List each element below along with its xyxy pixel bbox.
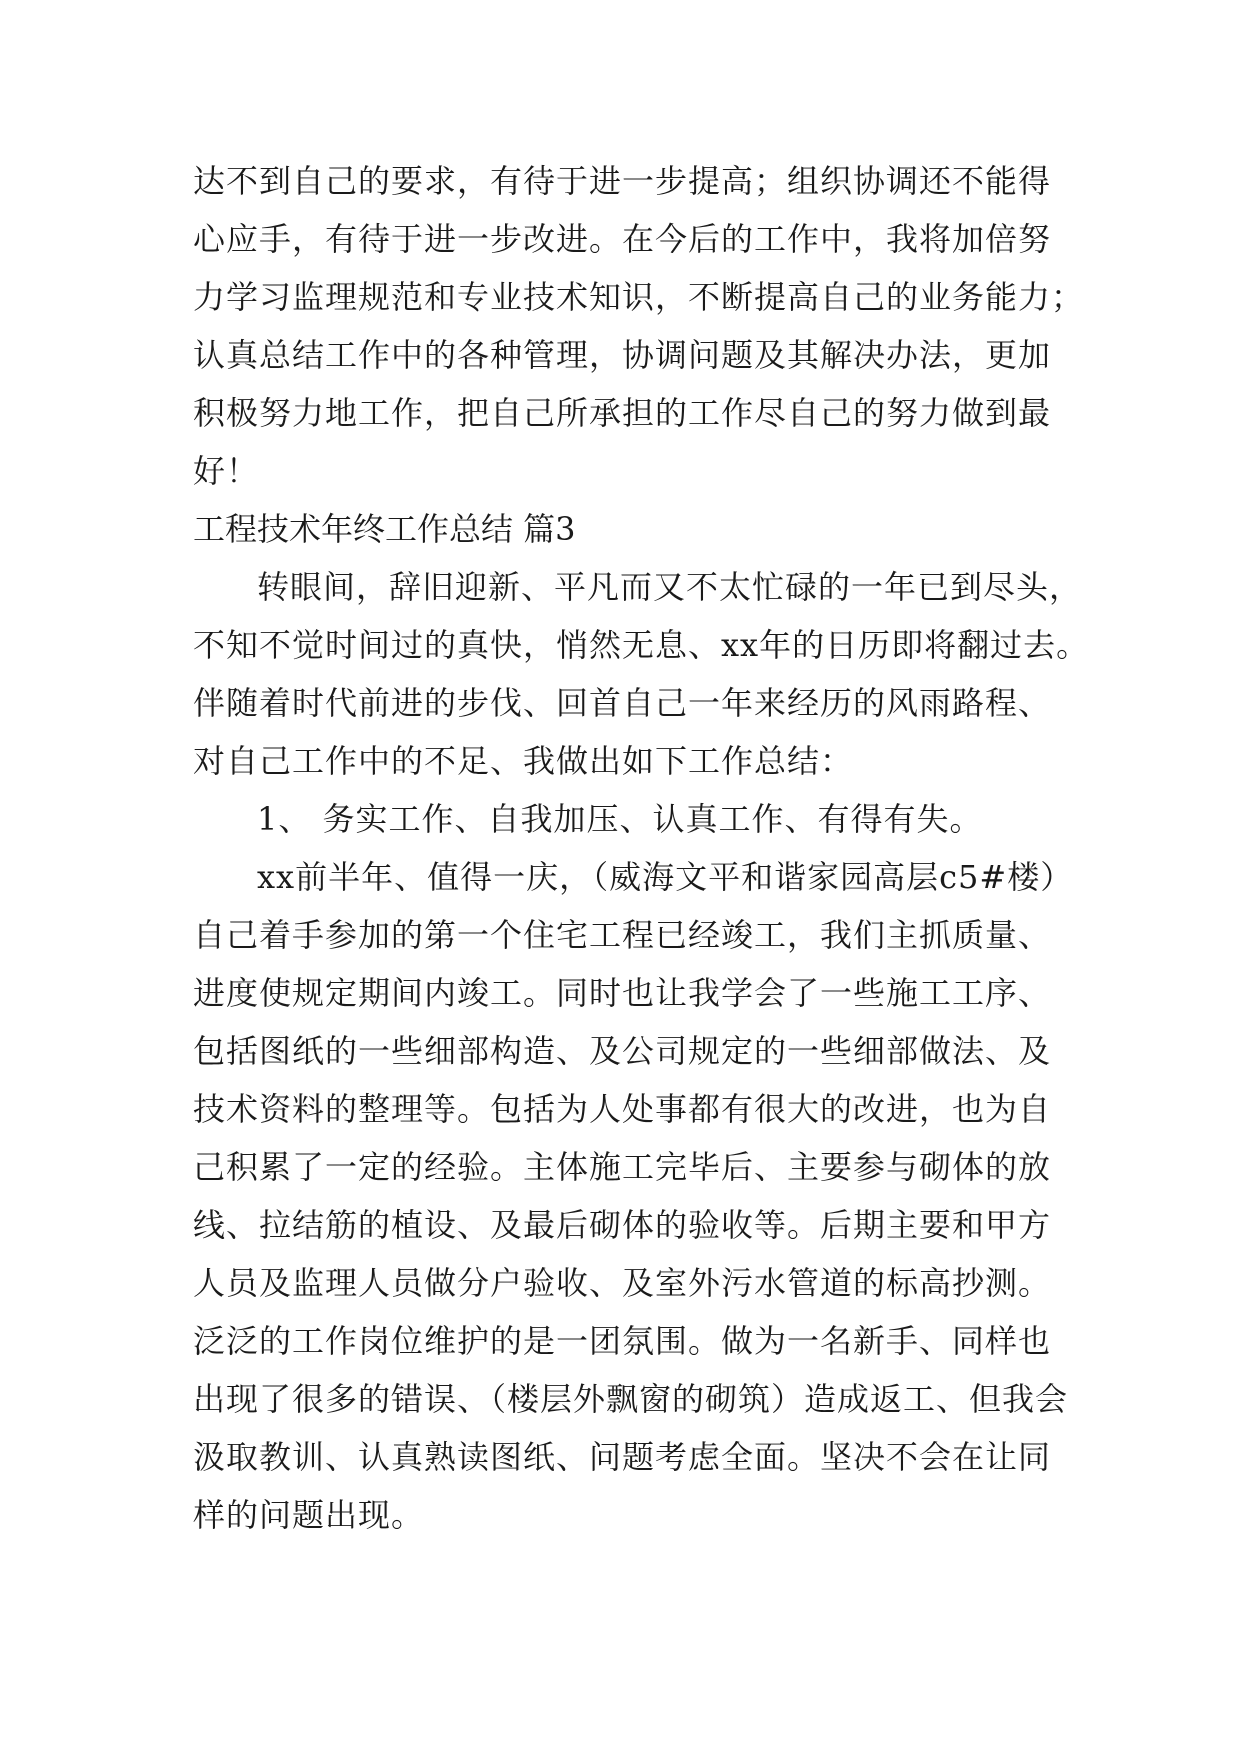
text-line: 自己着手参加的第一个住宅工程已经竣工，我们主抓质量、	[193, 916, 1052, 954]
text-line: 心应手，有待于进一步改进。在今后的工作中，我将加倍努	[193, 220, 1052, 258]
text-line: 汲取教训、认真熟读图纸、问题考虑全面。坚决不会在让同	[193, 1438, 1052, 1476]
text-line: 出现了很多的错误、（楼层外飘窗的砌筑）造成返工、但我会	[193, 1380, 1069, 1418]
text-line: 技术资料的整理等。包括为人处事都有很大的改进，也为自	[193, 1090, 1052, 1128]
text-line: 泛泛的工作岗位维护的是一团氛围。做为一名新手、同样也	[193, 1322, 1052, 1360]
text-line: 样的问题出现。	[193, 1496, 425, 1534]
text-line: 力学习监理规范和专业技术知识，不断提高自己的业务能力；	[193, 278, 1085, 316]
numbered-item: 1、 务实工作、自我加压、认真工作、有得有失。	[257, 800, 983, 838]
text-line: 己积累了一定的经验。主体施工完毕后、主要参与砌体的放	[193, 1148, 1052, 1186]
text-line: 积极努力地工作，把自己所承担的工作尽自己的努力做到最	[193, 394, 1052, 432]
text-line: 伴随着时代前进的步伐、回首自己一年来经历的风雨路程、	[193, 684, 1052, 722]
text-line: 进度使规定期间内竣工。同时也让我学会了一些施工工序、	[193, 974, 1052, 1012]
text-line: 达不到自己的要求，有待于进一步提高；组织协调还不能得	[193, 162, 1052, 200]
paragraph-first-line: xx前半年、值得一庆，（威海文平和谐家园高层c5#楼）	[257, 858, 1074, 896]
text-line: 对自己工作中的不足、我做出如下工作总结：	[193, 742, 854, 780]
text-line: 包括图纸的一些细部构造、及公司规定的一些细部做法、及	[193, 1032, 1052, 1070]
text-line: 好！	[193, 452, 260, 490]
text-line: 人员及监理人员做分户验收、及室外污水管道的标高抄测。	[193, 1264, 1052, 1302]
section-heading: 工程技术年终工作总结 篇3	[193, 510, 576, 548]
text-line: 不知不觉时间过的真快，悄然无息、xx年的日历即将翻过去。	[193, 626, 1090, 664]
text-line: 认真总结工作中的各种管理，协调问题及其解决办法，更加	[193, 336, 1052, 374]
paragraph-first-line: 转眼间，辞旧迎新、平凡而又不太忙碌的一年已到尽头，	[257, 568, 1083, 606]
document-body	[193, 152, 1090, 1544]
text-line: 线、拉结筋的植设、及最后砌体的验收等。后期主要和甲方	[193, 1206, 1052, 1244]
